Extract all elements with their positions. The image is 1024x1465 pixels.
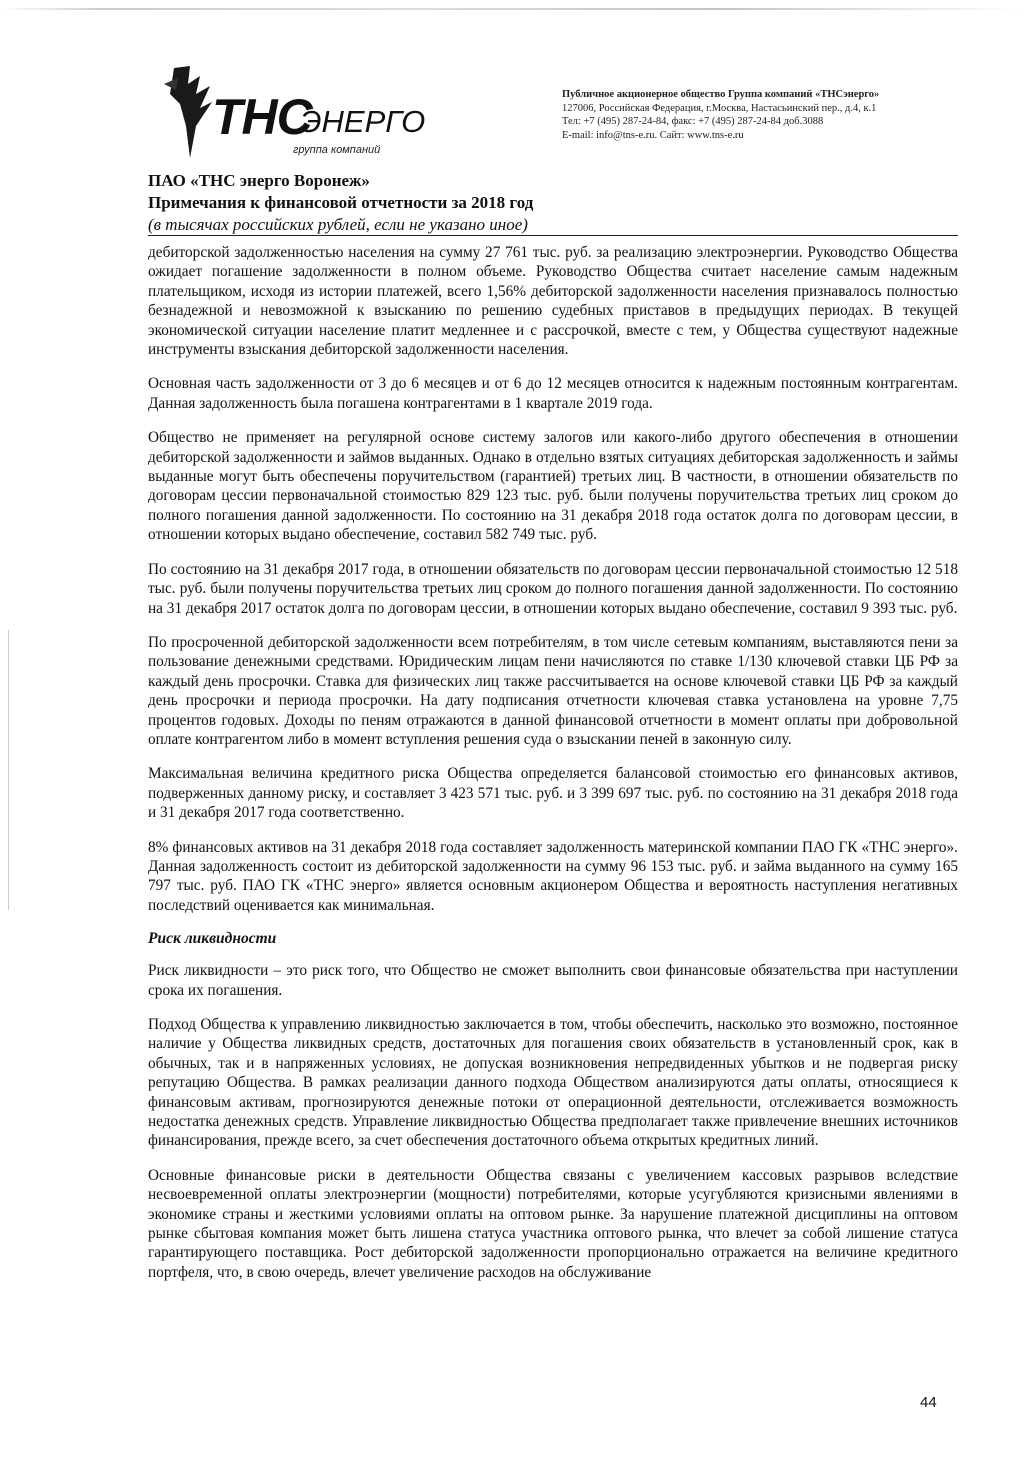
document-body	[148, 243, 958, 1297]
logo-brand: ТНС	[212, 89, 312, 145]
paragraph: По состоянию на 31 декабря 2017 года, в отношении обязательств по договорам цессии первоначальной стоимостью 12 518 тыс. руб. были получены поручительства третьих лиц сроком до полного погашения данной задолженности. По состоянию на 31 декабря 2017 остаток долга по договорам цессии, в отношении которых выдано обеспечение, составил 9 393 тыс. руб.	[148, 560, 958, 617]
company-logo	[160, 64, 426, 159]
title-company: ПАО «ТНС энерго Воронеж»	[148, 171, 370, 190]
header-divider	[148, 235, 958, 236]
paragraph: Основные финансовые риски в деятельности Общества связаны с увеличением кассовых разрывов вследствие несвоевременной оплаты электроэнергии (мощности) потребителями, которые усугубляются кризисными явлениями в экономике страны и жесткими условиями оплаты на оптовом рынке. За нарушение платежной дисциплины на оптовом рынке сбытовая компания может быть лишена статуса участника оптового рынка, что влечет за собой лишение статуса гарантирующего поставщика. Рост дебиторской задолженности пропорционально отражается на величине кредитного портфеля, что, в свою очередь, влечет увеличение расходов на обслуживание	[148, 1166, 958, 1281]
company-info	[562, 88, 982, 142]
logo-tagline: группа компаний	[293, 144, 381, 156]
company-phone: Тел: +7 (495) 287-24-84, факс: +7 (495) 287-24-84 доб.3088	[562, 116, 824, 127]
paragraph: 8% финансовых активов на 31 декабря 2018 года составляет задолженность материнской компании ПАО ГК «ТНС энерго». Данная задолженность состоит из дебиторской задолженности на сумму 96 153 тыс. руб. и займа выданного на сумму 165 797 тыс. руб. ПАО ГК «ТНС энерго» является основным акционером Общества и вероятность наступления негативных последствий оценивается как минимальная.	[148, 838, 958, 914]
scan-artifact-left	[8, 630, 9, 910]
title-units: (в тысячах российских рублей, если не указано иное)	[148, 215, 528, 234]
logo-suffix: ЭНЕРГО	[300, 104, 426, 139]
paragraph: По просроченной дебиторской задолженности всем потребителям, в том числе сетевым компаниям, выставляются пени за пользование денежными средствами. Юридическим лицам пени начисляются по ставке 1/130 ключевой ставки ЦБ РФ за каждый день просрочки. Ставка для физических лиц также рассчитывается на основе ключевой ставки ЦБ РФ за каждый день просрочки и периода просрочки. На дату подписания отчетности ключевая ставка установлена на уровне 7,75 процентов годовых. Доходы по пеням отражаются в данной финансовой отчетности в момент оплаты при добровольной оплате контрагентом либо в момент вступления решения суда о взыскании пеней в законную силу.	[148, 633, 958, 748]
page-number: 44	[920, 1394, 937, 1411]
lightning-bolt-icon	[160, 64, 220, 159]
paragraph: Подход Общества к управлению ликвидностью заключается в том, чтобы обеспечить, насколько это возможно, постоянное наличие у Общества ликвидных средств, достаточных для погашения своих обязательств в установленный срок, как в обычных, так и в напряженных условиях, не допуская возникновения непредвиденных убытков и не подвергая риску репутацию Общества. В рамках реализации данного подхода Обществом анализируются даты оплаты, относящиеся к финансовым активам, прогнозируются денежные потоки от операционной деятельности, отслеживается возможность недостатка денежных средств. Управление ликвидностью Общества предполагает также привлечение внешних источников финансирования, прежде всего, за счет обеспечения достаточного объема открытых кредитных линий.	[148, 1016, 958, 1150]
scan-artifact-top	[0, 8, 1024, 10]
company-name: Публичное акционерное общество Группа компаний «ТНСэнерго»	[562, 89, 880, 100]
section-heading: Риск ликвидности	[148, 930, 277, 948]
paragraph: Основная часть задолженности от 3 до 6 месяцев и от 6 до 12 месяцев относится к надежным постоянным контрагентам. Данная задолженность была погашена контрагентами в 1 квартале 2019 года.	[148, 375, 958, 412]
paragraph: дебиторской задолженностью населения на сумму 27 761 тыс. руб. за реализацию электроэнергии. Руководство Общества ожидает погашение задолженности в полном объеме. Руководство Общества считает население самым надежным плательщиком, исходя из истории платежей, всего 1,56% дебиторской задолженности населения признавалось полностью безнадежной и невозможной к взысканию по решению судебных приставов в предыдущих периодах. В текущей экономической ситуации население платит медленнее и с рассрочкой, вместе с тем, у Общества существуют надежные инструменты взыскания дебиторской задолженности населения.	[148, 244, 958, 359]
paragraph: Риск ликвидности – это риск того, что Общество не сможет выполнить свои финансовые обязательства при наступлении срока их погашения.	[148, 962, 958, 999]
document-title-block	[148, 170, 533, 236]
company-address: 127006, Российская Федерация, г.Москва, Настасьинский пер., д.4, к.1	[562, 102, 877, 114]
title-document: Примечания к финансовой отчетности за 2018 год	[148, 193, 534, 212]
company-contacts: E-mail: info@tns-e.ru. Сайт: www.tns-e.ru	[562, 129, 744, 141]
paragraph: Общество не применяет на регулярной основе систему залогов или какого-либо другого обеспечения в отношении дебиторской задолженности и займов выданных. Однако в отдельно взятых ситуациях дебиторская задолженность и займы выданные могут быть обеспечены поручительством (гарантией) третьих лиц. В частности, в отношении обязательств по договорам цессии первоначальной стоимостью 829 123 тыс. руб. были получены поручительства третьих лиц сроком до полного погашения данной задолженности. По состоянию на 31 декабря 2018 года остаток долга по договорам цессии, в отношении которых выдано обеспечение, составил 582 749 тыс. руб.	[148, 429, 958, 544]
paragraph: Максимальная величина кредитного риска Общества определяется балансовой стоимостью его финансовых активов, подверженных данному риску, и составляет 3 423 571 тыс. руб. и 3 399 697 тыс. руб. по состоянию на 31 декабря 2018 года и 31 декабря 2017 года соответственно.	[148, 765, 958, 822]
